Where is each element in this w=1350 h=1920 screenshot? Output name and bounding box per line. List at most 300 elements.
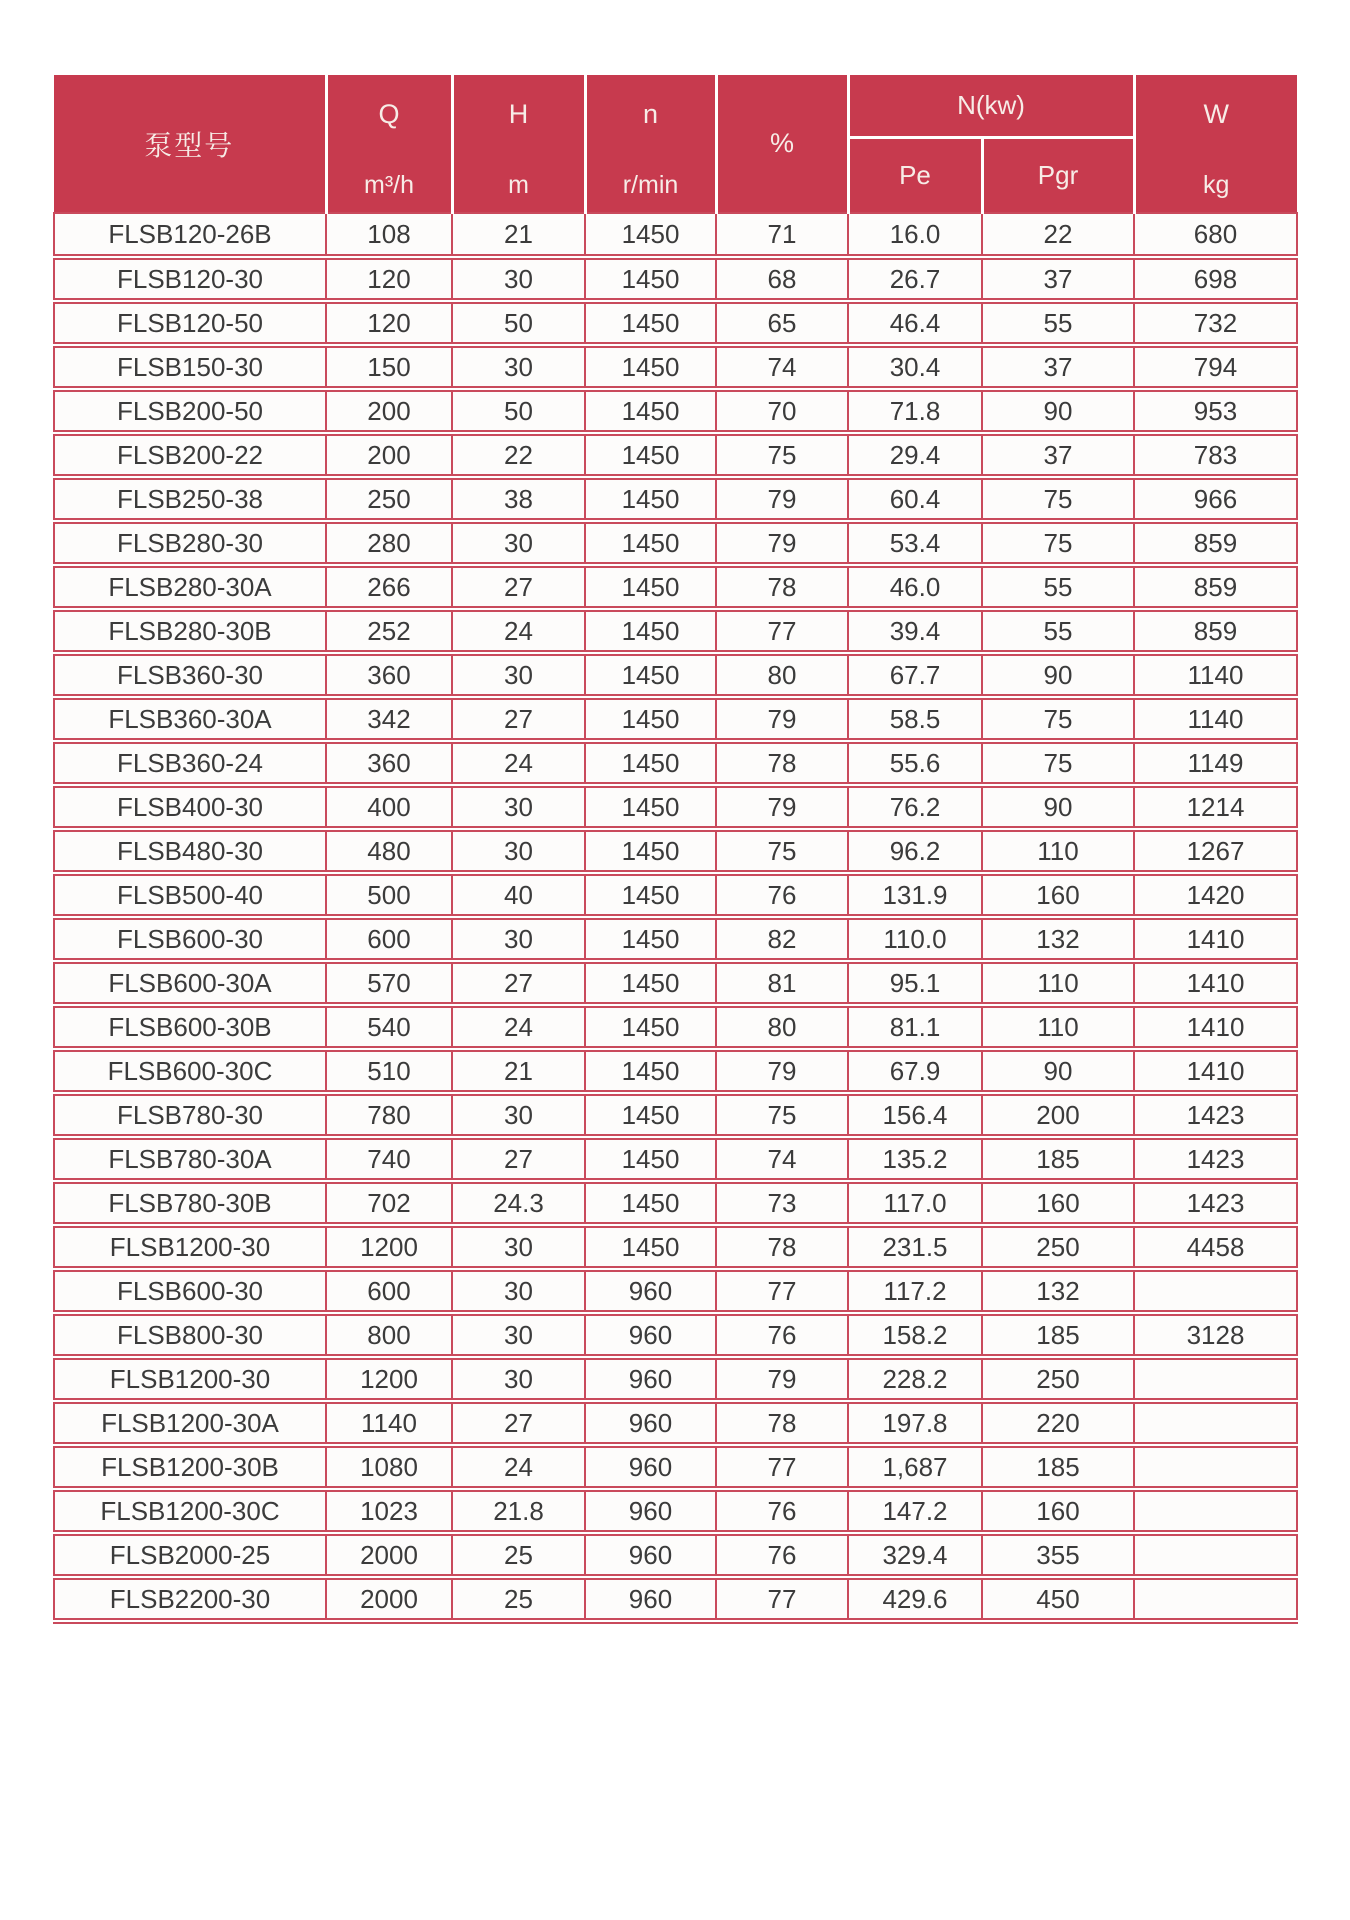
cell-head: 30	[452, 345, 585, 389]
cell-efficiency: 79	[716, 521, 848, 565]
cell-power-pgr: 160	[982, 873, 1134, 917]
table-row	[54, 301, 1297, 345]
cell-model: FLSB280-30	[54, 521, 326, 565]
pump-spec-table-container	[53, 75, 1296, 1624]
cell-flow: 252	[326, 609, 452, 653]
table-row	[54, 389, 1297, 433]
cell-efficiency: 78	[716, 1401, 848, 1445]
cell-weight: 680	[1134, 213, 1297, 257]
cell-speed: 1450	[585, 829, 716, 873]
cell-weight: 1149	[1134, 741, 1297, 785]
cell-flow: 780	[326, 1093, 452, 1137]
cell-weight: 859	[1134, 609, 1297, 653]
cell-speed: 1450	[585, 653, 716, 697]
cell-efficiency: 71	[716, 213, 848, 257]
cell-flow: 1200	[326, 1357, 452, 1401]
cell-weight: 1410	[1134, 1049, 1297, 1093]
cell-efficiency: 76	[716, 1313, 848, 1357]
cell-flow: 342	[326, 697, 452, 741]
cell-power-pe: 135.2	[848, 1137, 982, 1181]
cell-speed: 1450	[585, 917, 716, 961]
cell-efficiency: 68	[716, 257, 848, 301]
cell-power-pgr: 75	[982, 697, 1134, 741]
cell-speed: 1450	[585, 873, 716, 917]
header-head-symbol: H	[508, 99, 529, 129]
cell-power-pgr: 185	[982, 1445, 1134, 1489]
cell-flow: 280	[326, 521, 452, 565]
header-weight	[1134, 75, 1297, 213]
cell-power-pgr: 22	[982, 213, 1134, 257]
cell-flow: 1140	[326, 1401, 452, 1445]
cell-efficiency: 75	[716, 1093, 848, 1137]
cell-power-pe: 96.2	[848, 829, 982, 873]
cell-flow: 510	[326, 1049, 452, 1093]
header-weight-symbol: W	[1203, 99, 1229, 129]
cell-head: 24	[452, 1445, 585, 1489]
cell-weight: 1214	[1134, 785, 1297, 829]
cell-head: 27	[452, 961, 585, 1005]
cell-power-pe: 16.0	[848, 213, 982, 257]
cell-power-pe: 71.8	[848, 389, 982, 433]
cell-flow: 2000	[326, 1577, 452, 1621]
table-row	[54, 521, 1297, 565]
cell-head: 21	[452, 1049, 585, 1093]
cell-head: 30	[452, 653, 585, 697]
cell-flow: 250	[326, 477, 452, 521]
cell-weight	[1134, 1577, 1297, 1621]
cell-speed: 1450	[585, 345, 716, 389]
header-flow-symbol: Q	[378, 99, 400, 129]
cell-speed: 1450	[585, 1137, 716, 1181]
cell-speed: 960	[585, 1269, 716, 1313]
cell-efficiency: 76	[716, 873, 848, 917]
cell-head: 50	[452, 301, 585, 345]
header-model	[54, 75, 326, 213]
cell-model: FLSB280-30A	[54, 565, 326, 609]
cell-power-pe: 197.8	[848, 1401, 982, 1445]
cell-model: FLSB360-24	[54, 741, 326, 785]
table-row	[54, 257, 1297, 301]
cell-flow: 150	[326, 345, 452, 389]
cell-power-pe: 110.0	[848, 917, 982, 961]
cell-model: FLSB780-30	[54, 1093, 326, 1137]
cell-power-pe: 55.6	[848, 741, 982, 785]
cell-power-pe: 156.4	[848, 1093, 982, 1137]
cell-speed: 1450	[585, 301, 716, 345]
table-row	[54, 1225, 1297, 1269]
cell-efficiency: 77	[716, 609, 848, 653]
cell-head: 30	[452, 1225, 585, 1269]
cell-power-pgr: 37	[982, 257, 1134, 301]
header-head	[452, 75, 585, 213]
table-row	[54, 961, 1297, 1005]
cell-efficiency: 73	[716, 1181, 848, 1225]
cell-efficiency: 80	[716, 1005, 848, 1049]
cell-efficiency: 76	[716, 1533, 848, 1577]
cell-model: FLSB480-30	[54, 829, 326, 873]
cell-head: 30	[452, 785, 585, 829]
cell-power-pgr: 37	[982, 345, 1134, 389]
cell-flow: 108	[326, 213, 452, 257]
cell-model: FLSB120-30	[54, 257, 326, 301]
cell-power-pe: 329.4	[848, 1533, 982, 1577]
cell-speed: 1450	[585, 565, 716, 609]
cell-model: FLSB1200-30C	[54, 1489, 326, 1533]
cell-power-pgr: 250	[982, 1357, 1134, 1401]
cell-power-pgr: 450	[982, 1577, 1134, 1621]
cell-head: 21.8	[452, 1489, 585, 1533]
cell-weight: 859	[1134, 521, 1297, 565]
cell-power-pe: 95.1	[848, 961, 982, 1005]
cell-efficiency: 74	[716, 1137, 848, 1181]
table-header	[54, 75, 1297, 213]
cell-power-pe: 228.2	[848, 1357, 982, 1401]
cell-efficiency: 77	[716, 1445, 848, 1489]
cell-weight: 1410	[1134, 917, 1297, 961]
cell-head: 24	[452, 741, 585, 785]
cell-efficiency: 76	[716, 1489, 848, 1533]
cell-speed: 1450	[585, 213, 716, 257]
pump-spec-table	[53, 75, 1298, 1624]
cell-model: FLSB2200-30	[54, 1577, 326, 1621]
cell-power-pgr: 160	[982, 1181, 1134, 1225]
cell-efficiency: 78	[716, 1225, 848, 1269]
table-row	[54, 1181, 1297, 1225]
cell-efficiency: 78	[716, 565, 848, 609]
cell-power-pgr: 355	[982, 1533, 1134, 1577]
cell-head: 30	[452, 1313, 585, 1357]
cell-power-pgr: 110	[982, 829, 1134, 873]
cell-flow: 702	[326, 1181, 452, 1225]
cell-head: 30	[452, 521, 585, 565]
cell-power-pe: 76.2	[848, 785, 982, 829]
table-row	[54, 1137, 1297, 1181]
cell-weight	[1134, 1489, 1297, 1533]
cell-flow: 570	[326, 961, 452, 1005]
table-row	[54, 1533, 1297, 1577]
cell-speed: 960	[585, 1577, 716, 1621]
cell-weight: 1410	[1134, 961, 1297, 1005]
cell-power-pgr: 90	[982, 1049, 1134, 1093]
cell-speed: 1450	[585, 1181, 716, 1225]
header-power-group: N(kw)	[848, 75, 1134, 137]
cell-efficiency: 78	[716, 741, 848, 785]
cell-flow: 120	[326, 301, 452, 345]
cell-model: FLSB280-30B	[54, 609, 326, 653]
cell-model: FLSB1200-30B	[54, 1445, 326, 1489]
cell-flow: 600	[326, 1269, 452, 1313]
cell-weight: 1410	[1134, 1005, 1297, 1049]
cell-efficiency: 79	[716, 785, 848, 829]
cell-head: 22	[452, 433, 585, 477]
cell-power-pe: 60.4	[848, 477, 982, 521]
cell-weight: 698	[1134, 257, 1297, 301]
cell-model: FLSB360-30A	[54, 697, 326, 741]
cell-head: 38	[452, 477, 585, 521]
cell-speed: 1450	[585, 521, 716, 565]
cell-speed: 1450	[585, 1093, 716, 1137]
table-row	[54, 1313, 1297, 1357]
cell-flow: 200	[326, 389, 452, 433]
table-row	[54, 1093, 1297, 1137]
header-speed	[585, 75, 716, 213]
cell-flow: 800	[326, 1313, 452, 1357]
cell-flow: 2000	[326, 1533, 452, 1577]
cell-speed: 1450	[585, 785, 716, 829]
cell-speed: 1450	[585, 433, 716, 477]
cell-weight: 1140	[1134, 653, 1297, 697]
header-power-pe: Pe	[848, 137, 982, 213]
cell-power-pe: 117.0	[848, 1181, 982, 1225]
cell-model: FLSB360-30	[54, 653, 326, 697]
table-row	[54, 433, 1297, 477]
cell-power-pgr: 55	[982, 301, 1134, 345]
cell-speed: 960	[585, 1489, 716, 1533]
cell-model: FLSB500-40	[54, 873, 326, 917]
cell-flow: 120	[326, 257, 452, 301]
cell-power-pe: 429.6	[848, 1577, 982, 1621]
cell-weight: 1423	[1134, 1093, 1297, 1137]
cell-speed: 1450	[585, 1049, 716, 1093]
cell-weight: 783	[1134, 433, 1297, 477]
cell-efficiency: 81	[716, 961, 848, 1005]
cell-weight	[1134, 1445, 1297, 1489]
cell-head: 30	[452, 917, 585, 961]
cell-power-pgr: 160	[982, 1489, 1134, 1533]
cell-power-pgr: 75	[982, 477, 1134, 521]
cell-weight: 953	[1134, 389, 1297, 433]
cell-power-pgr: 200	[982, 1093, 1134, 1137]
cell-power-pe: 53.4	[848, 521, 982, 565]
cell-power-pe: 231.5	[848, 1225, 982, 1269]
header-flow	[326, 75, 452, 213]
cell-flow: 266	[326, 565, 452, 609]
table-row	[54, 1489, 1297, 1533]
cell-head: 25	[452, 1577, 585, 1621]
cell-weight: 794	[1134, 345, 1297, 389]
cell-speed: 1450	[585, 389, 716, 433]
cell-flow: 500	[326, 873, 452, 917]
cell-head: 21	[452, 213, 585, 257]
cell-head: 30	[452, 257, 585, 301]
cell-power-pgr: 90	[982, 653, 1134, 697]
cell-power-pgr: 55	[982, 565, 1134, 609]
cell-speed: 960	[585, 1357, 716, 1401]
cell-power-pe: 67.9	[848, 1049, 982, 1093]
cell-speed: 960	[585, 1533, 716, 1577]
cell-flow: 600	[326, 917, 452, 961]
table-row	[54, 565, 1297, 609]
cell-speed: 1450	[585, 1225, 716, 1269]
cell-power-pgr: 110	[982, 961, 1134, 1005]
table-row	[54, 1577, 1297, 1621]
cell-power-pgr: 55	[982, 609, 1134, 653]
cell-model: FLSB1200-30A	[54, 1401, 326, 1445]
cell-head: 50	[452, 389, 585, 433]
cell-power-pe: 131.9	[848, 873, 982, 917]
cell-model: FLSB120-50	[54, 301, 326, 345]
header-efficiency	[716, 75, 848, 213]
table-row	[54, 653, 1297, 697]
cell-model: FLSB400-30	[54, 785, 326, 829]
cell-flow: 360	[326, 653, 452, 697]
header-head-unit: m	[508, 171, 529, 199]
cell-weight: 1423	[1134, 1137, 1297, 1181]
cell-head: 25	[452, 1533, 585, 1577]
cell-speed: 960	[585, 1401, 716, 1445]
cell-power-pe: 26.7	[848, 257, 982, 301]
cell-power-pe: 46.0	[848, 565, 982, 609]
cell-power-pgr: 75	[982, 741, 1134, 785]
cell-power-pe: 46.4	[848, 301, 982, 345]
cell-flow: 1200	[326, 1225, 452, 1269]
cell-model: FLSB250-38	[54, 477, 326, 521]
cell-head: 27	[452, 697, 585, 741]
cell-flow: 200	[326, 433, 452, 477]
table-row	[54, 741, 1297, 785]
cell-speed: 1450	[585, 609, 716, 653]
cell-model: FLSB600-30	[54, 1269, 326, 1313]
cell-weight: 732	[1134, 301, 1297, 345]
cell-flow: 540	[326, 1005, 452, 1049]
cell-power-pe: 39.4	[848, 609, 982, 653]
cell-efficiency: 65	[716, 301, 848, 345]
cell-power-pe: 147.2	[848, 1489, 982, 1533]
cell-efficiency: 75	[716, 829, 848, 873]
cell-efficiency: 79	[716, 477, 848, 521]
cell-power-pgr: 75	[982, 521, 1134, 565]
cell-model: FLSB780-30A	[54, 1137, 326, 1181]
cell-head: 27	[452, 1137, 585, 1181]
cell-power-pgr: 220	[982, 1401, 1134, 1445]
cell-efficiency: 74	[716, 345, 848, 389]
cell-weight: 1423	[1134, 1181, 1297, 1225]
cell-speed: 1450	[585, 1005, 716, 1049]
table-row	[54, 785, 1297, 829]
cell-efficiency: 77	[716, 1269, 848, 1313]
cell-weight: 1140	[1134, 697, 1297, 741]
header-power-pgr: Pgr	[982, 137, 1134, 213]
cell-weight	[1134, 1357, 1297, 1401]
header-efficiency-label: %	[769, 128, 794, 158]
cell-model: FLSB200-22	[54, 433, 326, 477]
cell-efficiency: 75	[716, 433, 848, 477]
cell-power-pgr: 132	[982, 917, 1134, 961]
cell-head: 30	[452, 1093, 585, 1137]
cell-efficiency: 80	[716, 653, 848, 697]
cell-power-pgr: 110	[982, 1005, 1134, 1049]
cell-power-pe: 117.2	[848, 1269, 982, 1313]
cell-power-pe: 30.4	[848, 345, 982, 389]
table-row	[54, 1269, 1297, 1313]
cell-speed: 960	[585, 1445, 716, 1489]
cell-model: FLSB150-30	[54, 345, 326, 389]
table-row	[54, 829, 1297, 873]
cell-model: FLSB600-30A	[54, 961, 326, 1005]
cell-power-pe: 67.7	[848, 653, 982, 697]
header-speed-unit: r/min	[622, 171, 679, 199]
cell-efficiency: 79	[716, 1357, 848, 1401]
cell-power-pe: 81.1	[848, 1005, 982, 1049]
table-row	[54, 213, 1297, 257]
cell-head: 30	[452, 829, 585, 873]
cell-head: 27	[452, 565, 585, 609]
cell-weight	[1134, 1533, 1297, 1577]
table-row	[54, 477, 1297, 521]
cell-flow: 740	[326, 1137, 452, 1181]
cell-head: 30	[452, 1269, 585, 1313]
cell-power-pgr: 185	[982, 1313, 1134, 1357]
cell-head: 40	[452, 873, 585, 917]
cell-power-pgr: 132	[982, 1269, 1134, 1313]
cell-model: FLSB2000-25	[54, 1533, 326, 1577]
cell-power-pe: 58.5	[848, 697, 982, 741]
table-row	[54, 917, 1297, 961]
cell-flow: 1023	[326, 1489, 452, 1533]
cell-model: FLSB800-30	[54, 1313, 326, 1357]
cell-weight: 4458	[1134, 1225, 1297, 1269]
cell-efficiency: 79	[716, 1049, 848, 1093]
cell-efficiency: 82	[716, 917, 848, 961]
cell-head: 24	[452, 1005, 585, 1049]
cell-model: FLSB120-26B	[54, 213, 326, 257]
cell-power-pgr: 185	[982, 1137, 1134, 1181]
cell-model: FLSB780-30B	[54, 1181, 326, 1225]
cell-weight: 1267	[1134, 829, 1297, 873]
cell-speed: 1450	[585, 961, 716, 1005]
cell-speed: 1450	[585, 741, 716, 785]
cell-speed: 960	[585, 1313, 716, 1357]
cell-speed: 1450	[585, 257, 716, 301]
cell-model: FLSB600-30	[54, 917, 326, 961]
cell-efficiency: 70	[716, 389, 848, 433]
cell-head: 24	[452, 609, 585, 653]
cell-weight	[1134, 1401, 1297, 1445]
cell-head: 27	[452, 1401, 585, 1445]
table-row	[54, 697, 1297, 741]
header-weight-unit: kg	[1203, 171, 1230, 199]
cell-power-pe: 1,687	[848, 1445, 982, 1489]
cell-weight: 859	[1134, 565, 1297, 609]
cell-power-pgr: 37	[982, 433, 1134, 477]
cell-model: FLSB1200-30	[54, 1225, 326, 1269]
table-row	[54, 345, 1297, 389]
cell-efficiency: 77	[716, 1577, 848, 1621]
cell-power-pe: 29.4	[848, 433, 982, 477]
cell-model: FLSB600-30B	[54, 1005, 326, 1049]
header-speed-symbol: n	[642, 99, 659, 129]
cell-weight	[1134, 1269, 1297, 1313]
cell-speed: 1450	[585, 477, 716, 521]
header-model-label: 泵型号	[144, 129, 235, 161]
cell-flow: 400	[326, 785, 452, 829]
cell-model: FLSB200-50	[54, 389, 326, 433]
cell-model: FLSB1200-30	[54, 1357, 326, 1401]
cell-speed: 1450	[585, 697, 716, 741]
header-flow-unit: m³/h	[364, 171, 414, 199]
cell-weight: 3128	[1134, 1313, 1297, 1357]
table-row	[54, 1357, 1297, 1401]
table-row	[54, 873, 1297, 917]
table-row	[54, 1445, 1297, 1489]
cell-model: FLSB600-30C	[54, 1049, 326, 1093]
cell-power-pgr: 90	[982, 389, 1134, 433]
cell-power-pgr: 90	[982, 785, 1134, 829]
table-row	[54, 609, 1297, 653]
cell-power-pe: 158.2	[848, 1313, 982, 1357]
cell-weight: 966	[1134, 477, 1297, 521]
cell-efficiency: 79	[716, 697, 848, 741]
